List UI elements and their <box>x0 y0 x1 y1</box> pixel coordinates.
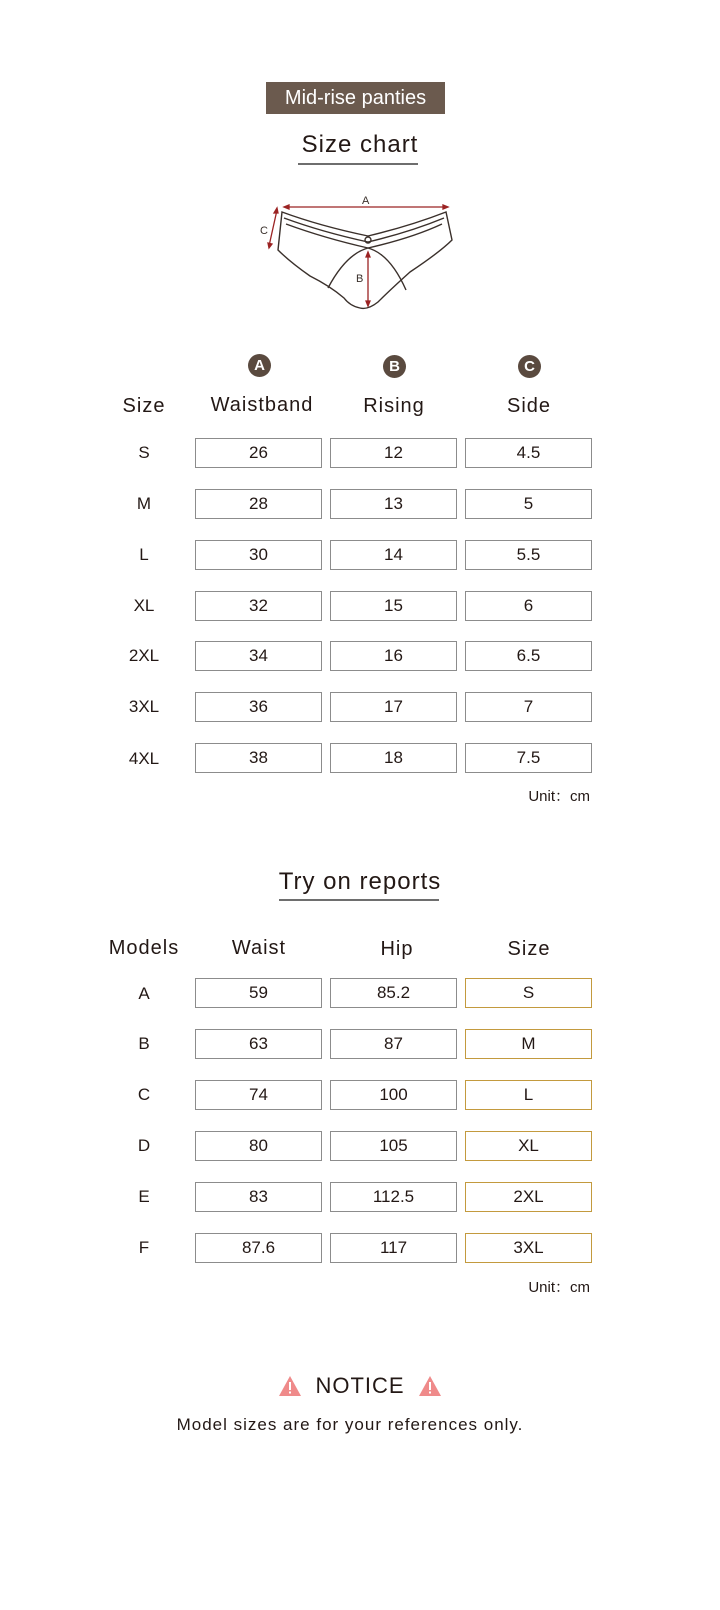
header-rising: Rising <box>363 395 425 417</box>
side-cell: 4.5 <box>465 438 592 468</box>
waist-cell: 59 <box>195 978 322 1008</box>
header-waist: Waist <box>231 937 287 959</box>
hip-cell: 112.5 <box>330 1182 457 1212</box>
waistband-cell: 34 <box>195 641 322 671</box>
model-label: E <box>138 1187 150 1206</box>
side-cell: 6 <box>465 591 592 621</box>
letter-badge-a: A <box>248 354 271 377</box>
size-label: M <box>136 494 152 513</box>
diagram-label-b: B <box>356 273 364 285</box>
model-label: D <box>137 1136 151 1155</box>
header-hip: Hip <box>380 938 414 960</box>
model-label: A <box>138 984 150 1003</box>
notice-text: Model sizes are for your references only. <box>176 1415 524 1434</box>
rising-cell: 13 <box>330 489 457 519</box>
size-cell: 3XL <box>465 1233 592 1263</box>
waist-cell: 83 <box>195 1182 322 1212</box>
rising-cell: 12 <box>330 438 457 468</box>
size-chart-title: Size chart <box>301 131 419 158</box>
size-cell: L <box>465 1080 592 1110</box>
try-on-title: Try on reports <box>278 868 442 895</box>
size-label: S <box>138 443 150 462</box>
model-label: C <box>137 1085 151 1104</box>
rising-cell: 17 <box>330 692 457 722</box>
size-cell: S <box>465 978 592 1008</box>
letter-badge-b: B <box>383 355 406 378</box>
diagram-label-a: A <box>362 195 370 207</box>
side-cell: 5.5 <box>465 540 592 570</box>
waistband-cell: 38 <box>195 743 322 773</box>
size-cell: 2XL <box>465 1182 592 1212</box>
size-chart-title-underline <box>298 163 418 165</box>
waistband-cell: 30 <box>195 540 322 570</box>
try-on-title-underline <box>279 899 439 901</box>
letter-badge-c: C <box>518 355 541 378</box>
warning-icon <box>418 1375 442 1397</box>
waist-cell: 87.6 <box>195 1233 322 1263</box>
size-label: 3XL <box>128 697 160 716</box>
waistband-cell: 36 <box>195 692 322 722</box>
notice-heading <box>0 1372 720 1399</box>
header-waistband: Waistband <box>210 394 314 416</box>
side-cell: 5 <box>465 489 592 519</box>
rising-cell: 15 <box>330 591 457 621</box>
size-label: XL <box>133 596 155 615</box>
hip-cell: 87 <box>330 1029 457 1059</box>
try-on-unit: Unit：cm <box>528 1279 590 1296</box>
size-cell: XL <box>465 1131 592 1161</box>
model-label: B <box>138 1034 150 1053</box>
header-size: Size <box>122 395 166 417</box>
product-badge: Mid-rise panties <box>266 82 445 114</box>
model-label: F <box>138 1238 150 1257</box>
size-cell: M <box>465 1029 592 1059</box>
waist-cell: 74 <box>195 1080 322 1110</box>
size-chart-unit: Unit：cm <box>528 788 590 805</box>
side-cell: 6.5 <box>465 641 592 671</box>
rising-cell: 18 <box>330 743 457 773</box>
waistband-cell: 32 <box>195 591 322 621</box>
rising-cell: 16 <box>330 641 457 671</box>
size-label: 4XL <box>128 749 160 768</box>
waistband-cell: 26 <box>195 438 322 468</box>
warning-icon <box>278 1375 302 1397</box>
size-label: L <box>139 545 149 564</box>
side-cell: 7 <box>465 692 592 722</box>
diagram-label-c: C <box>260 225 268 237</box>
size-label: 2XL <box>128 646 160 665</box>
hip-cell: 85.2 <box>330 978 457 1008</box>
header-try-size: Size <box>507 938 551 960</box>
waist-cell: 80 <box>195 1131 322 1161</box>
waist-cell: 63 <box>195 1029 322 1059</box>
header-models: Models <box>108 937 180 959</box>
waistband-cell: 28 <box>195 489 322 519</box>
hip-cell: 117 <box>330 1233 457 1263</box>
hip-cell: 105 <box>330 1131 457 1161</box>
notice-title: NOTICE <box>315 1373 405 1399</box>
header-side: Side <box>506 395 552 417</box>
panties-diagram <box>250 190 470 315</box>
side-cell: 7.5 <box>465 743 592 773</box>
hip-cell: 100 <box>330 1080 457 1110</box>
rising-cell: 14 <box>330 540 457 570</box>
